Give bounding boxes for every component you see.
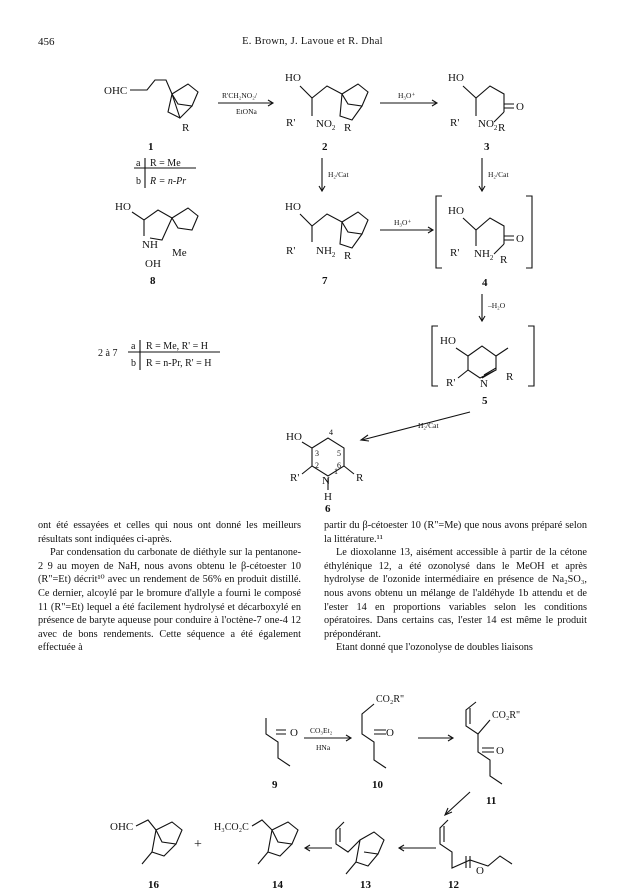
- r-label: R: [344, 250, 352, 262]
- compound-number: 2: [322, 141, 328, 153]
- cho-label: OHC: [104, 85, 128, 97]
- compound-11: [466, 702, 520, 807]
- h-label: H: [324, 491, 332, 503]
- carbonyl-o: O: [386, 727, 394, 739]
- compound-number: 6: [325, 503, 331, 515]
- text-column-left: [38, 519, 301, 655]
- arrow-10-to-11: [418, 735, 453, 741]
- ester-label: CO₂R": [376, 694, 405, 705]
- ho-label: HO: [285, 201, 301, 213]
- me-label: Me: [172, 247, 187, 259]
- compound-number: 7: [322, 275, 328, 287]
- arrow-1-to-2: [218, 91, 273, 116]
- svg-text:4: 4: [329, 428, 333, 437]
- compound-14: [214, 820, 298, 890]
- compound-6: [286, 428, 364, 515]
- compound-number: 3: [484, 141, 490, 153]
- paragraph: ont été essayées et celles qui nous ont donné les meilleurs résultats sont indiquées ci-après.: [38, 520, 301, 545]
- ho-label: HO: [115, 201, 131, 213]
- table-label: 2 à 7: [98, 348, 118, 359]
- oh-label: OH: [145, 258, 161, 270]
- arrow-12-to-13: [399, 845, 436, 851]
- n-label: N: [480, 378, 488, 390]
- r-prime-label: R': [450, 117, 460, 129]
- compound-number: 9: [272, 779, 278, 791]
- svg-text:a: a: [131, 341, 136, 352]
- r-prime-label: R': [290, 472, 300, 484]
- svg-text:R = n-Pr: R = n-Pr: [150, 176, 187, 187]
- compound-1: [104, 80, 198, 153]
- compound-12: [440, 820, 512, 890]
- r-prime-label: R': [450, 247, 460, 259]
- ho-label: HO: [285, 72, 301, 84]
- arrow-13-to-14: [305, 845, 332, 851]
- nh2-label: $NH_2$: [474, 248, 494, 262]
- ester-label: H₃CO₂C: [214, 822, 249, 833]
- reagent: H₃O⁺: [398, 91, 416, 100]
- n-label: N: [322, 475, 330, 487]
- svg-text:3: 3: [315, 449, 319, 458]
- svg-text:b: b: [136, 176, 141, 187]
- r-label: R: [356, 472, 364, 484]
- svg-text:6: 6: [337, 461, 341, 470]
- ho-label: HO: [286, 431, 302, 443]
- r-label: R: [500, 254, 508, 266]
- svg-text:1: 1: [334, 467, 338, 476]
- arrow-2-to-3: [380, 91, 437, 106]
- text-column-right: [324, 519, 587, 655]
- reagent: H₃O⁺: [394, 218, 412, 227]
- compound-number: 11: [486, 795, 497, 807]
- r-label: R: [344, 122, 352, 134]
- compound-number: 1: [148, 141, 154, 153]
- arrow-11-to-12: [445, 792, 470, 815]
- compound-number: 16: [148, 879, 159, 890]
- reagent-top: R'CH₂NO₂/: [222, 91, 257, 100]
- compound-number: 4: [482, 277, 488, 289]
- r-prime-label: R': [446, 377, 456, 389]
- paragraph: Etant donné que l'ozonolyse de doubles liaisons: [336, 642, 533, 654]
- arrow-9-to-10: [304, 726, 351, 752]
- compound-13: [336, 822, 384, 890]
- reagent: –H₂O: [488, 301, 506, 310]
- carbonyl-o: O: [290, 727, 298, 739]
- arrow-5-to-6: [361, 412, 470, 441]
- substituent-table-2to7: [98, 340, 220, 370]
- reagent: H₂/Cat: [418, 421, 439, 430]
- r-prime-label: R': [286, 245, 296, 257]
- carbonyl-o: O: [476, 865, 484, 877]
- compound-number: 14: [272, 879, 283, 890]
- svg-text:R = Me: R = Me: [150, 158, 181, 169]
- substituent-table-ab: [134, 158, 196, 188]
- compound-3: [448, 72, 524, 153]
- svg-text:5: 5: [337, 449, 341, 458]
- compound-number: 8: [150, 275, 156, 287]
- reagent: H₂/Cat: [328, 170, 349, 179]
- reagent-bottom: EtONa: [236, 107, 257, 116]
- ho-label: HO: [448, 205, 464, 217]
- paragraph: Par condensation du carbonate de diéthyle sur la pentanone-2 9 au moyen de NaH, nous avons obtenu le β-cétoester 10 (R"=Et) décrit¹⁰ avec un rendement de 56% en produit distillé. Ce dernier, alcoylé par le bromure d'allyle a fourni le composé 11 (R"=Et) lequel a été facilement hydrolysé et décarboxylé en présence de baryte aqueuse pour conduire à l'octène-7 one-4 12 avec de bons rendements. Cette séquence a été également effectuée à: [38, 547, 301, 654]
- carbonyl-o: O: [516, 101, 524, 113]
- page-number: 456: [38, 36, 55, 48]
- compound-9: [266, 718, 298, 791]
- ho-label: HO: [448, 72, 464, 84]
- svg-text:b: b: [131, 358, 136, 369]
- reagent-top: CO₃Et₂: [310, 726, 333, 735]
- compound-16: [110, 820, 182, 890]
- arrow-3-to-4: [479, 158, 509, 191]
- arrow-4-to-5: [479, 294, 506, 321]
- ho-label: HO: [440, 335, 456, 347]
- compound-number: 5: [482, 395, 488, 407]
- compound-2: [285, 72, 368, 153]
- compound-5: [432, 326, 534, 407]
- paragraph: partir du β-cétoester 10 (R"=Me) que nous avons préparé selon la littérature.¹¹: [324, 520, 587, 545]
- paragraph: Le dioxolanne 13, aisément accessible à partir de la cétone éthylénique 12, a été ozonolysé dans le MeOH et après hydrolyse de l'ozonide intermédiaire en présence de Na₂SO₃, nous avons obtenu un mélange de l'aldéhyde 1b attendu et de l'ester 14 en proportions variables selon les conditions opératoires. Dans certains cas, l'ester 14 est même le produit prépondérant.: [324, 547, 587, 640]
- svg-text:R = n-Pr, R' = H: R = n-Pr, R' = H: [146, 358, 212, 369]
- cho-label: OHC: [110, 821, 134, 833]
- r-prime-label: R': [286, 117, 296, 129]
- no2-label: $NO_2$: [316, 118, 336, 132]
- compound-4: [436, 196, 532, 289]
- svg-text:a: a: [136, 158, 141, 169]
- compound-number: 12: [448, 879, 459, 890]
- svg-text:2: 2: [315, 461, 319, 470]
- reagent-bottom: HNa: [316, 743, 331, 752]
- r-label: R: [182, 122, 190, 134]
- no2-label: $NO_2$: [478, 118, 498, 132]
- r-label: R: [506, 371, 514, 383]
- nh2-label: $NH_2$: [316, 245, 336, 259]
- compound-10: [362, 694, 404, 791]
- compound-number: 10: [372, 779, 383, 791]
- reaction-scheme-2: [0, 680, 625, 890]
- svg-text:R = Me, R' = H: R = Me, R' = H: [146, 341, 208, 352]
- running-header-authors: E. Brown, J. Lavoue et R. Dhal: [242, 36, 383, 47]
- compound-number: 13: [360, 879, 371, 890]
- ester-label: CO₂R": [492, 710, 521, 721]
- carbonyl-o: O: [496, 745, 504, 757]
- nh-label: NH: [142, 239, 158, 251]
- compound-8: [115, 201, 198, 287]
- r-label: R: [498, 122, 506, 134]
- reagent: H₂/Cat: [488, 170, 509, 179]
- compound-7: [285, 201, 368, 287]
- carbonyl-o: O: [516, 233, 524, 245]
- arrow-2-to-7: [319, 158, 349, 191]
- plus-sign: +: [194, 837, 202, 852]
- arrow-7-to-4: [380, 218, 433, 233]
